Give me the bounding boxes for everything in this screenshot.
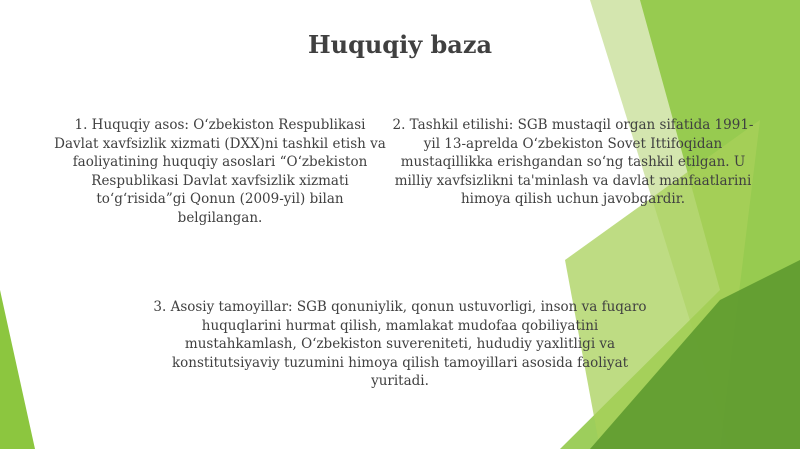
slide-title: Huquqiy baza	[307, 30, 493, 59]
paragraph-establishment: 2. Tashkil etilishi: SGB mustaqil organ sifatida 1991-yil 13-aprelda O‘zbekiston Sovet Ittifoqidan mustaqillikka erishgandan so‘ng tashkil etilgan. U milliy xavfsizlikni ta'minlash va davlat manfaatlarini himoya qilish uchun javobgardir.	[392, 117, 754, 207]
paragraph-principles: 3. Asosiy tamoyillar: SGB qonuniylik, qonun ustuvorligi, inson va fuqaro huquqlarini hurmat qilish, mamlakat mudofaa qobiliyatini mustahkamlash, O‘zbekiston suvereniteti, hududiy yaxlitligi va konstitutsiyaviy tuzumini himoya qilish tamoyillari asosida faoliyat yuritadi.	[153, 299, 647, 389]
shape-green-left-sliver	[0, 290, 35, 449]
paragraph-legal-basis: 1. Huquqiy asos: O‘zbekiston Respublikasi Davlat xavfsizlik xizmati (DXX)ni tashkil etish va faoliyatining huquqiy asoslari “O‘zbekiston Respublikasi Davlat xavfsizlik xizmati to‘g‘risida”gi Qonun (2009-yil) bilan belgilangan.	[54, 117, 386, 226]
